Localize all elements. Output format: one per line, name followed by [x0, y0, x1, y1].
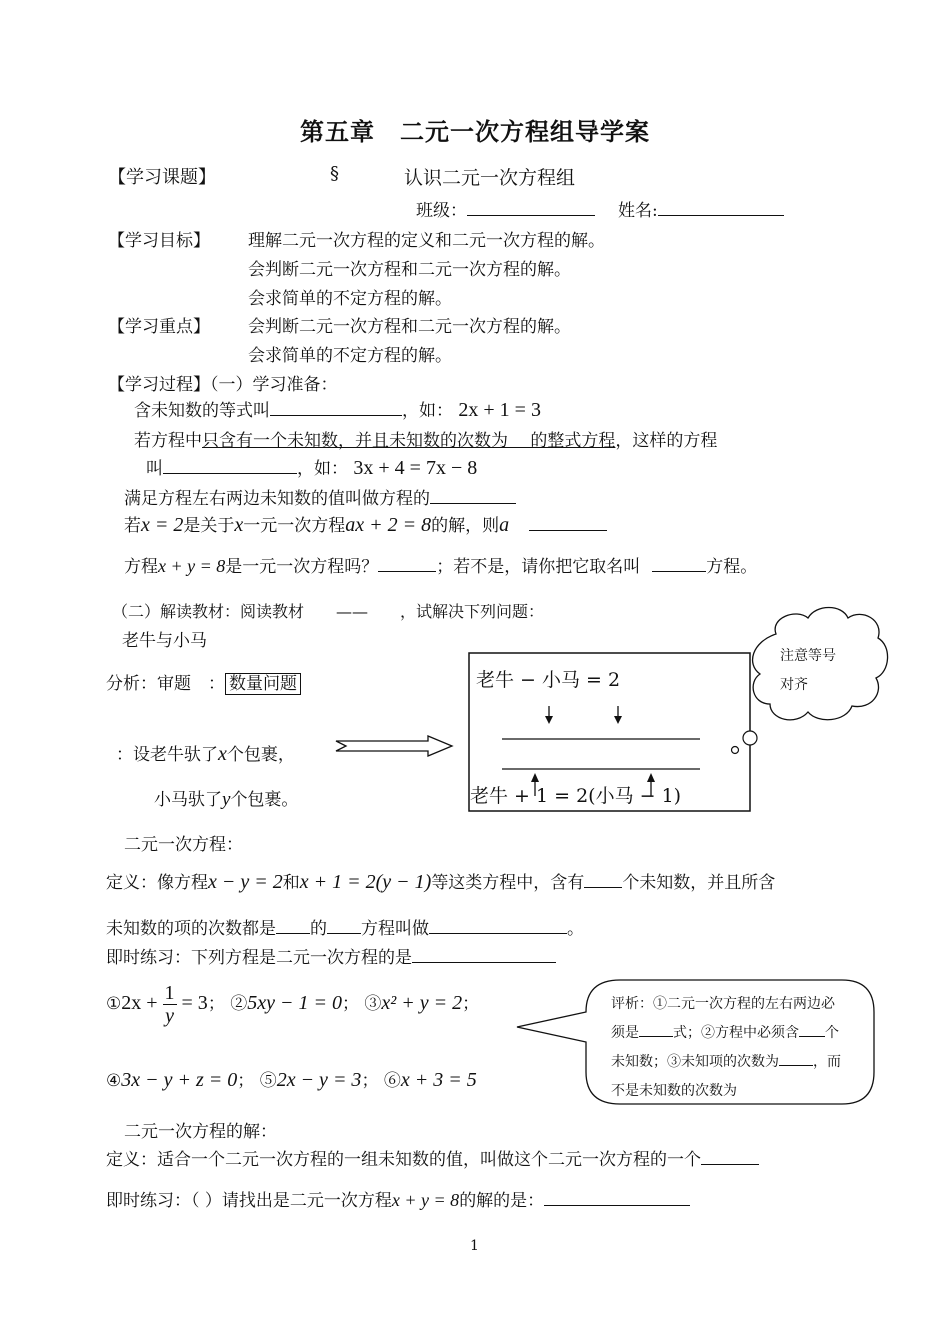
answer-blank[interactable]	[584, 886, 622, 888]
answer-blank[interactable]	[701, 1163, 759, 1165]
cloud-text: 注意等号	[780, 648, 836, 664]
goals-label: 【学习目标】	[108, 231, 210, 251]
keypoint-line: 会判断二元一次方程和二元一次方程的解。	[248, 317, 571, 337]
down-arrow-icon	[614, 706, 622, 724]
answer-blank[interactable]	[412, 961, 556, 963]
goal-line: 会求简单的不定方程的解。	[248, 289, 452, 309]
equation: 2x + 1 = 3	[458, 399, 541, 421]
down-arrow-icon	[545, 706, 553, 724]
callout-text: 评析：①二元一次方程的左右两边必	[611, 996, 835, 1012]
goal-line: 理解二元一次方程的定义和二元一次方程的解。	[248, 231, 605, 251]
answer-blank[interactable]	[327, 932, 361, 934]
set-variable-2: 小马驮了y个包裹。	[154, 789, 299, 810]
answer-blank[interactable]	[276, 932, 310, 934]
definition-line-2: 未知数的项的次数都是 的 方程叫做 。	[106, 919, 584, 939]
practice-line: 即时练习：下列方程是二元一次方程的是	[106, 943, 556, 968]
cloud-text: 对齐	[780, 677, 808, 693]
question-3: 满足方程左右两边未知数的值叫做方程的	[124, 484, 516, 509]
question-2-cont: 叫 ，如： 3x + 4 = 7x − 8	[146, 457, 478, 479]
item-number: ⑥	[383, 1071, 401, 1091]
goal-line: 会判断二元一次方程和二元一次方程的解。	[248, 260, 571, 280]
section-heading: 二元一次方程的解：	[124, 1122, 277, 1142]
page-title: 第五章 二元一次方程组导学案	[300, 118, 650, 146]
solution-practice: 即时练习：（ ）请找出是二元一次方程x + y = 8的解的是：	[106, 1186, 690, 1211]
definition-line-1: 定义：像方程x − y = 2和x + 1 = 2(y − 1)等这类方程中，含有 个未知数，并且所含	[106, 871, 776, 893]
diagram-bottom-equation: 老牛 + 1 = 2(小马 − 1)	[470, 785, 682, 807]
question-2: 若方程中只含有一个未知数，并且未知数的次数为 的整式方程，这样的方程	[134, 431, 718, 451]
keypoints-label: 【学习重点】	[108, 317, 210, 337]
answer-blank[interactable]	[544, 1204, 690, 1206]
section-mark: §	[330, 163, 339, 184]
callout-text: 须是 式；②方程中必须含 个	[611, 1025, 839, 1041]
solution-definition: 定义：适合一个二元一次方程的一组未知数的值，叫做这个二元一次方程的一个	[106, 1145, 759, 1170]
practice-items-row-2: ④3x − y + z = 0； ⑤2x − y = 3； ⑥x + 3 = 5	[106, 1069, 477, 1091]
equation: 3x + 4 = 7x − 8	[353, 457, 478, 479]
topic-label: 【学习课题】	[108, 167, 216, 188]
set-variable-1: ：设老牛驮了x个包裹，	[116, 743, 295, 765]
question-4: 若x = 2是关于x一元一次方程ax + 2 = 8的解，则a	[124, 511, 607, 537]
item-number: ②	[230, 994, 248, 1014]
topic-name: 认识二元一次方程组	[404, 167, 576, 189]
thought-bubble	[743, 731, 757, 745]
diagram-top-equation: 老牛 − 小马 = 2	[476, 669, 621, 691]
name-label: 姓名:	[618, 201, 658, 221]
item-number: ⑤	[259, 1071, 277, 1091]
answer-blank[interactable]	[429, 932, 567, 934]
item-number: ①	[106, 994, 122, 1014]
callout-text: 不是未知数的次数为	[611, 1083, 737, 1099]
boxed-term: 数量问题	[225, 673, 301, 695]
class-label: 班级：	[416, 201, 467, 221]
keypoint-line: 会求简单的不定方程的解。	[248, 346, 452, 366]
analysis-line: 分析：审题 ： 数量问题	[106, 669, 301, 694]
callout-text: 未知数；③未知项的次数为 ，而	[611, 1054, 841, 1070]
item-number: ③	[364, 994, 382, 1014]
right-arrow-icon	[336, 736, 452, 756]
fraction: $\frac{1}{y}$	[164, 982, 175, 1027]
process-label: 【学习过程】（一）学习准备：	[108, 375, 338, 395]
story-title: 老牛与小马	[122, 631, 207, 651]
reading-header: （二）解读教材：阅读教材 —— ，试解决下列问题：	[112, 602, 545, 621]
item-number: ④	[106, 1071, 122, 1091]
question-5: 方程x + y = 8是一元一次方程吗？ ；若不是，请你把它取名叫 方程。	[124, 556, 758, 577]
page-number: 1	[470, 1238, 479, 1254]
thought-bubble	[732, 747, 739, 754]
question-1: 含未知数的等式叫 ，如： 2x + 1 = 3	[134, 399, 541, 421]
practice-items-row-1: ①2x + $\frac{1}{y}$ = 3； ②5xy − 1 = 0； ③x² + y = 2；	[106, 982, 480, 1027]
section-heading: 二元一次方程：	[124, 835, 243, 855]
